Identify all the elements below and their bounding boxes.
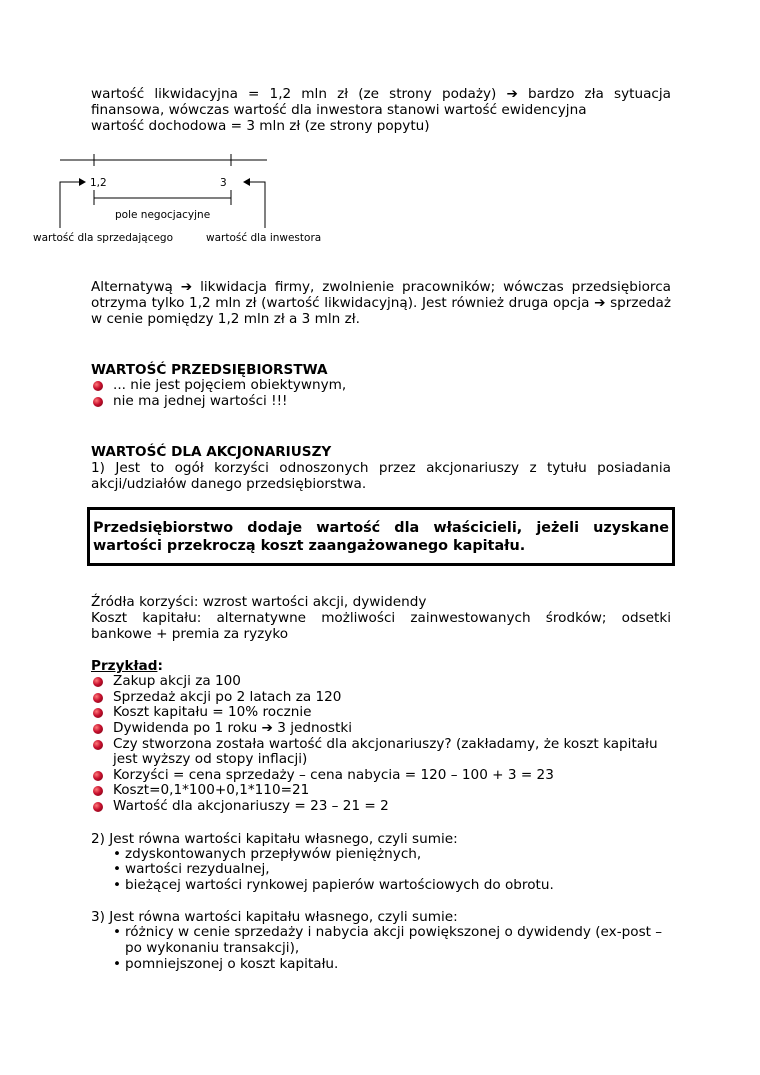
list-item: Korzyści = cena sprzedaży – cena nabycia = 120 – 100 + 3 = 23 (91, 768, 671, 784)
alternative-part1: Alternatywą (91, 279, 181, 295)
arrow-right-icon: ➔ (180, 279, 193, 295)
right-value-label: 3 (220, 177, 227, 189)
list-item: Czy stworzona została wartość dla akcjonariuszy? (zakładamy, że koszt kapitału jest wyższy od stopy inflacji) (91, 737, 671, 768)
arrow-right-icon: ➔ (506, 86, 518, 102)
point3-title: 3) Jest równa wartości kapitału własnego, czyli sumie: (91, 909, 458, 926)
list-item: • różnicy w cenie sprzedaży i nabycia akcji powiększonej o dywidendy (ex-post – po wykonaniu transakcji), (113, 925, 671, 956)
capital-cost-definition: Koszt kapitału: alternatywne możliwości zainwestowanych środków; odsetki bankowe + premia za ryzyko (91, 610, 671, 643)
list-item: • bieżącej wartości rynkowej papierów wartościowych do obrotu. (113, 878, 671, 894)
list-item: • zdyskontowanych przepływów pieniężnych, (113, 847, 671, 863)
list-item: nie ma jednej wartości !!! (91, 394, 671, 410)
section-heading-shareholder-value: WARTOŚĆ DLA AKCJONARIUSZY (91, 444, 332, 461)
list-item (91, 721, 671, 737)
alternative-paragraph (91, 279, 671, 327)
list-item: Sprzedaż akcji po 2 latach za 120 (91, 690, 671, 706)
point1-paragraph: 1) Jest to ogół korzyści odnoszonych przez akcjonariuszy z tytułu posiadania akcji/udziałów danego przedsiębiorstwa. (91, 460, 671, 493)
dividend-text-b: 3 jednostki (272, 719, 352, 736)
list-item: ... nie jest pojęciem obiektywnym, (91, 378, 671, 394)
key-statement-box: Przedsiębiorstwo dodaje wartość dla właścicieli, jeżeli uzyskane wartości przekroczą koszt zaangażowanego kapitału. (87, 507, 675, 566)
negotiation-diagram (33, 152, 360, 252)
example-heading-text: Przykład (91, 658, 158, 675)
list-item: Koszt=0,1*100+0,1*110=21 (91, 783, 671, 799)
point3-list (91, 925, 671, 972)
example-heading (91, 658, 671, 674)
intro-paragraph (91, 86, 671, 118)
benefit-sources: Źródła korzyści: wzrost wartości akcji, dywidendy (91, 594, 427, 611)
intro-line1b: bardzo zła sytuacja finansowa, wówczas wartość dla inwestora stanowi wartość ewidencyjna (91, 86, 671, 118)
investor-arrow (247, 182, 265, 228)
list-item: • wartości rezydualnej, (113, 862, 671, 878)
list-item: • pomniejszonej o koszt kapitału. (113, 957, 671, 973)
investor-value-label: wartość dla inwestora (206, 232, 322, 244)
alternative-part2: likwidacja firmy, zwolnienie pracowników; wówczas przedsiębiorca otrzyma tylko 1,2 mln zł (wartość likwidacyjną). Jest również druga opcja (91, 279, 672, 311)
intro-line1a: wartość likwidacyjna = 1,2 mln zł (ze strony podaży) (91, 86, 507, 102)
point2-list (91, 847, 671, 894)
example-heading-colon: : (157, 658, 163, 675)
negotiation-range-label: pole negocjacyjne (115, 209, 211, 221)
alternative-part3: sprzedaż w cenie pomiędzy 1,2 mln zł a 3 mln zł. (91, 295, 671, 327)
document-page (33, 86, 672, 972)
arrow-right-icon: ➔ (594, 295, 606, 311)
intro-line2: wartość dochodowa = 3 mln zł (ze strony popytu) (91, 118, 430, 134)
section-heading-company-value: WARTOŚĆ PRZEDSIĘBIORSTWA (91, 362, 328, 378)
seller-arrow (60, 182, 82, 228)
seller-value-label: wartość dla sprzedającego (33, 232, 174, 244)
list-item: Koszt kapitału = 10% rocznie (91, 705, 671, 721)
seller-arrowhead (79, 178, 86, 186)
investor-arrowhead (243, 178, 250, 186)
list-item: Wartość dla akcjonariuszy = 23 – 21 = 2 (91, 799, 671, 815)
arrow-right-icon: ➔ (261, 719, 273, 736)
example-list (91, 674, 671, 814)
dividend-text-a: Dywidenda po 1 roku (113, 719, 262, 736)
left-value-label: 1,2 (90, 177, 107, 189)
point2-title: 2) Jest równa wartości kapitału własnego, czyli sumie: (91, 830, 458, 847)
list-item: Zakup akcji za 100 (91, 674, 671, 690)
company-value-list (91, 378, 671, 409)
